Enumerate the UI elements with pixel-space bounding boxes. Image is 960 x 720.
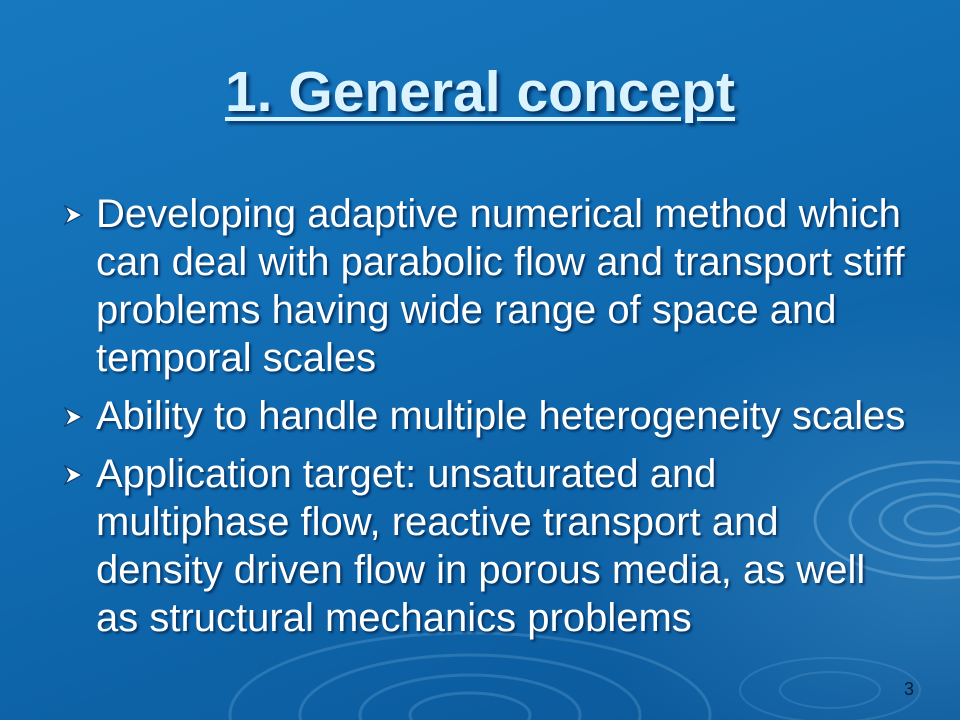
bullet-text: Developing adaptive numerical method which can deal with parabolic flow and transport stiff problems having wide range of space and temporal scales [96, 192, 905, 380]
bullet-text: Ability to handle multiple heterogeneity scales [96, 394, 906, 438]
bullet-item [60, 450, 910, 642]
arrowhead-bullet-icon [60, 203, 86, 227]
arrowhead-bullet-icon [60, 463, 86, 487]
bullet-item [60, 190, 910, 382]
bullet-list [60, 190, 910, 652]
page-number: 3 [903, 679, 914, 699]
arrowhead-bullet-icon [60, 405, 86, 429]
bullet-item [60, 392, 910, 440]
bullet-text: Application target: unsaturated and multiphase flow, reactive transport and density driven flow in porous media, as well as structural mechanics problems [96, 452, 866, 640]
slide-title: 1. General concept [224, 60, 736, 124]
